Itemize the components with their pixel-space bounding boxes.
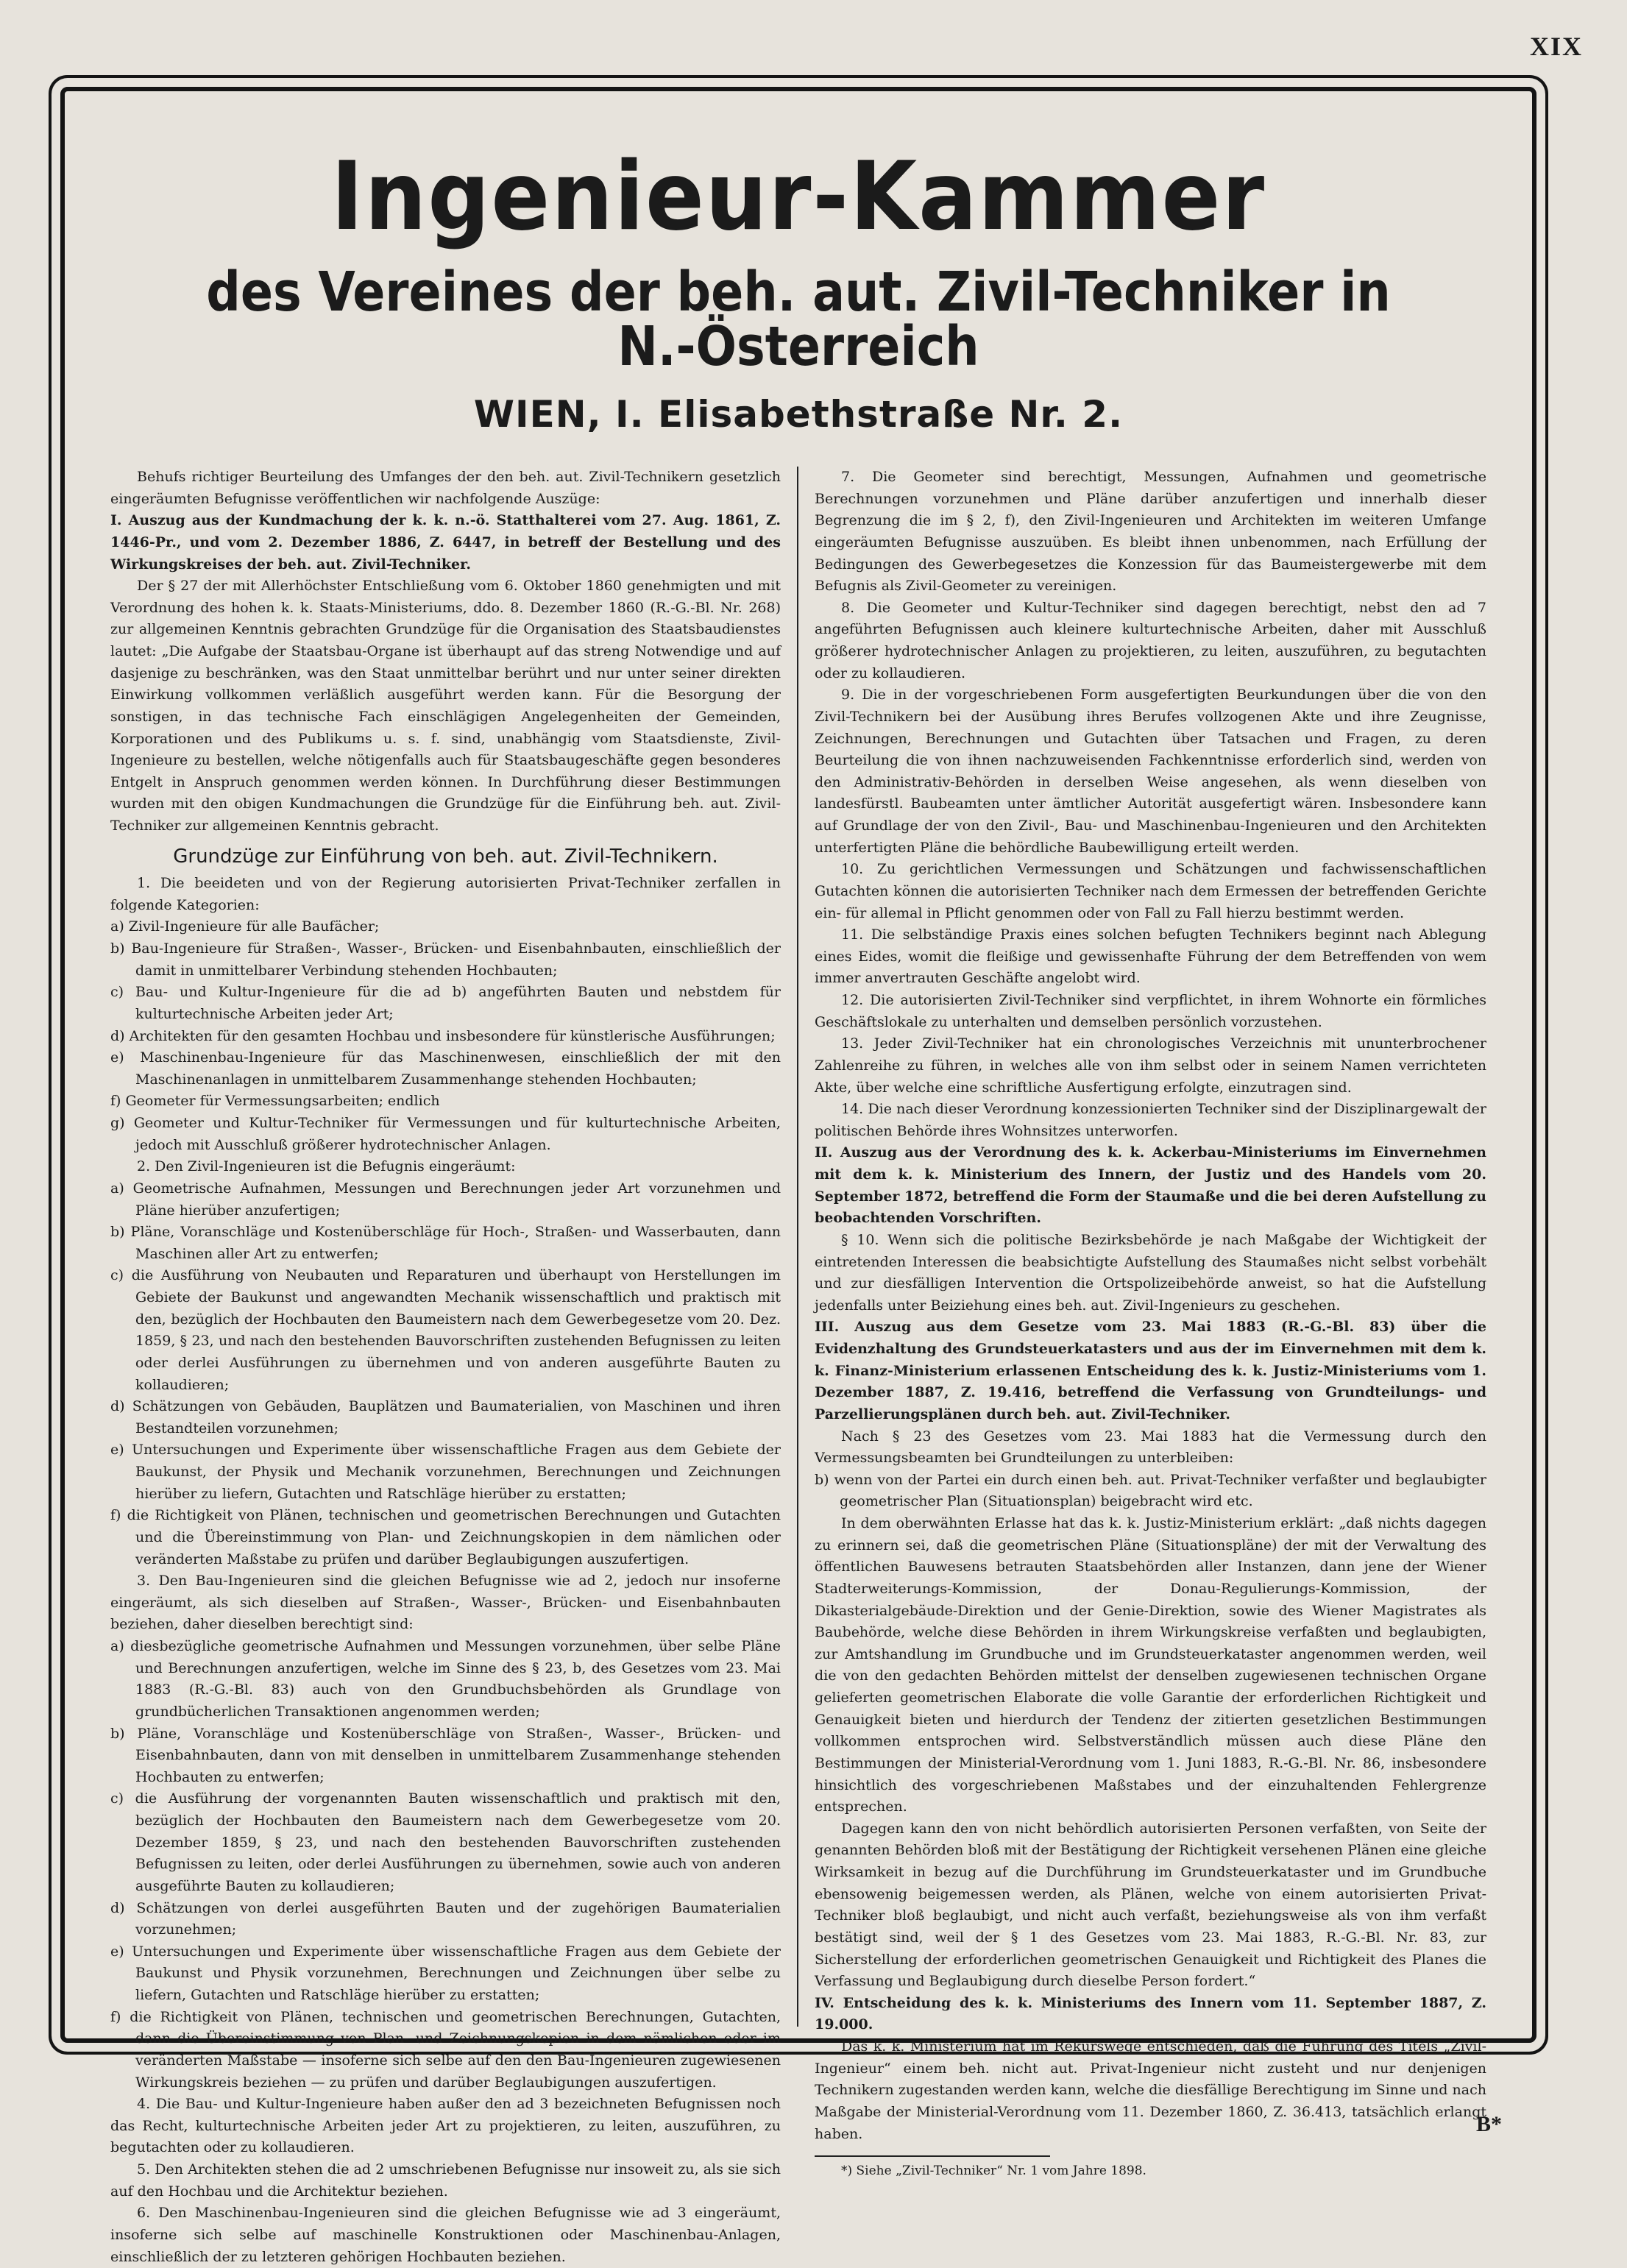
paragraph: 11. Die selbständige Praxis eines solchen befugten Technikers beginnt nach Ablegung eines Eides, womit die fleißige und gewissenhafte Führung der dem Betreffenden von wem immer anvertrauten Geschäfte angelobt wird.: [815, 926, 1486, 987]
list-item: d) Schätzungen von Gebäuden, Bauplätzen und Baumaterialien, von Maschinen und ihren Bestandteilen vorzunehmen;: [110, 1398, 781, 1436]
section-heading: I. Auszug aus der Kundmachung der k. k. n.-ö. Statthalterei vom 27. Aug. 1861, Z. 1446-Pr., und vom 2. Dezember 1886, Z. 6447, in betreff der Bestellung und des Wirkungskreises der beh. aut. Zivil-Techniker.: [110, 512, 781, 573]
section-heading: IV. Entscheidung des k. k. Ministeriums des Innern vom 11. September 1887, Z. 19.000.: [815, 1994, 1486, 2033]
paragraph: Dagegen kann den von nicht behördlich autorisierten Personen verfaßten, von Seite der genannten Behörden bloß mit der Bestätigung der Richtigkeit versehenen Plänen eine gleiche Wirksamkeit in bezug auf die Durchführung im Grundsteuerkataster und im Grundbuche ebensowenig beigemessen werden, als Plänen, welche von einem autorisierten Privat-Techniker bloß beglaubigt, und nicht auch verfaßt, beziehungsweise als von ihm verfaßt bestätigt sind, weil der § 1 des Gesetzes vom 23. Mai 1883, R.-G.-Bl. Nr. 83, zur Sicherstellung der erforderlichen geometrischen Genauigkeit und Richtigkeit des Planes die Verfassung und Beglaubigung durch dieselbe Person fordert.“: [815, 1820, 1486, 1990]
text-columns: [110, 467, 1486, 2265]
list-item: b) wenn von der Partei ein durch einen beh. aut. Privat-Techniker verfaßter und beglaubigter geometrischer Plan (Situationsplan) beigebracht wird etc.: [815, 1471, 1486, 1510]
paragraph: Der § 27 der mit Allerhöchster Entschließung vom 6. Oktober 1860 genehmigten und mit Verordnung des hohen k. k. Staats-Ministeriums, ddo. 8. Dezember 1860 (R.-G.-Bl. Nr. 268) zur allgemeinen Kenntnis gebrachten Grundzüge für die Organisation des Staatsbaudienstes lautet: „Die Aufgabe der Staatsbau-Organe ist überhaupt auf das streng Notwendige und auf dasjenige zu beschränken, was den Staat unmittelbar berührt und nur unter seiner direkten Einwirkung vollkommen verläßlich ausgeführt werden kann. Für die Besorgung der sonstigen, in das technische Fach einschlägigen Angelegenheiten der Gemeinden, Korporationen und des Publikums u. s. f. sind, unabhängig vom Staatsdienste, Zivil-Ingenieure zu bestellen, welche nötigenfalls auch für Staatsbaugeschäfte gegen besonderes Entgelt in Anspruch genommen werden können. In Durchführung dieser Bestimmungen wurden mit den obigen Kundmachungen die Grundzüge für die Einführung beh. aut. Zivil-Techniker zur allgemeinen Kenntnis gebracht.: [110, 578, 781, 834]
list-item: d) Architekten für den gesamten Hochbau und insbesondere für künstlerische Ausführungen;: [110, 1027, 776, 1044]
intro-paragraph: Behufs richtiger Beurteilung des Umfanges der den beh. aut. Zivil-Technikern gesetzlich eingeräumten Befugnisse veröffentlichen wir nachfolgende Auszüge:: [110, 469, 781, 507]
list-item: c) die Ausführung der vorgenannten Bauten wissenschaftlich und praktisch mit den, bezüglich der Hochbauten den Baumeistern nach dem Gewerbegesetze vom 20. Dezember 1859, § 23, und nach den bestehenden Bauvorschriften zustehenden Befugnissen zu leiten, oder derlei Ausführungen zu übernehmen, sowie auch von anderen ausgeführte Bauten zu kollaudieren;: [110, 1790, 781, 1894]
paragraph: 5. Den Architekten stehen die ad 2 umschriebenen Befugnisse nur insoweit zu, als sie sich auf den Hochbau und die Architektur beziehen.: [110, 2161, 781, 2200]
paragraph: 7. Die Geometer sind berechtigt, Messungen, Aufnahmen und geometrische Berechnungen vorzunehmen und Pläne darüber anzufertigen und innerhalb dieser Begrenzung die im § 2, f), den Zivil-Ingenieuren und Architekten im weiteren Umfange eingeräumten Befugnisse auszuüben. Es bleibt ihnen unbenommen, nach Erfüllung der Bedingungen des Gewerbegesetzes die Konzession für das Baumeistergewerbe mit dem Befugnis als Zivil-Geometer zu vereinigen.: [815, 469, 1486, 595]
paragraph: 10. Zu gerichtlichen Vermessungen und Schätzungen und fachwissenschaftlichen Gutachten können die autorisierten Techniker nach dem Ermessen der betreffenden Gerichte ein- für allemal in Pflicht genommen oder von Fall zu Fall hierzu bestimmt werden.: [815, 861, 1486, 921]
footnote-separator: [815, 2155, 1050, 2157]
section-heading: II. Auszug aus der Verordnung des k. k. Ackerbau-Ministeriums im Einvernehmen mit dem k. k. Ministerium des Innern, der Justiz und des Handels vom 20. September 1872, betreffend die Form der Staumaße und die bei deren Aufstellung zu beobachtenden Vorschriften.: [815, 1144, 1486, 1227]
paragraph: 1. Die beeideten und von der Regierung autorisierten Privat-Techniker zerfallen in folgende Kategorien:: [110, 875, 781, 913]
paragraph: 3. Den Bau-Ingenieuren sind die gleichen Befugnisse wie ad 2, jedoch nur insoferne eingeräumt, als sich dieselben auf Straßen-, Wasser-, Brücken- und Eisenbahnbauten beziehen, daher dieselben berechtigt sind:: [110, 1573, 781, 1633]
list-item: e) Untersuchungen und Experimente über wissenschaftliche Fragen aus dem Gebiete der Baukunst und Physik vorzunehmen, Berechnungen und Zeichnungen über selbe zu liefern, Gutachten und Ratschläge hierüber zu erstatten;: [110, 1943, 781, 2004]
paragraph: In dem oberwähnten Erlasse hat das k. k. Justiz-Ministerium erklärt: „daß nichts dagegen zu erinnern sei, daß die geometrischen Pläne (Situationspläne) der mit der Verwaltung des öffentlichen Bauwesens betrauten Staatsbehörden aller Instanzen, dann jene der Wiener Stadterweiterungs-Kommission, der Donau-Regulierungs-Kommission, der Dikasterialgebäude-Direktion und der Genie-Direktion, sowie des Wiener Magistrates als Baubehörde, welche diese Behörden in ihrem Wirkungskreise verfaßten und beglaubigten, zur Amtshandlung im Grundbuche und im Grundsteuerkataster angenommen werden, weil die von den gedachten Behörden mittelst der denselben zugewiesenen technischen Organe gelieferten geometrischen Elaborate die volle Garantie der erforderlichen Richtigkeit und Genauigkeit bieten und hierdurch der Tendenz der zitierten gesetzlichen Bestimmungen vollkommen entsprochen wird. Selbstverständlich müssen auch diese Pläne den Bestimmungen der Ministerial-Verordnung vom 1. Juni 1883, R.-G.-Bl. Nr. 86, insbesondere hinsichtlich des vorgeschriebenen Maßstabes und der einzuhaltenden Fehlergrenze entsprechen.: [815, 1515, 1486, 1815]
list-item: b) Bau-Ingenieure für Straßen-, Wasser-, Brücken- und Eisenbahnbauten, einschließlich der damit in unmittelbarer Verbindung stehenden Hochbauten;: [110, 940, 781, 979]
paragraph: 6. Den Maschinenbau-Ingenieuren sind die gleichen Befugnisse wie ad 3 eingeräumt, insoferne sich selbe auf maschinelle Konstruktionen oder Maschinenbau-Anlagen, einschließlich der zu letzteren gehörigen Hochbauten beziehen.: [110, 2205, 781, 2265]
address: WIEN, I. Elisabethstraße Nr. 2.: [473, 393, 1124, 436]
sheet-mark: B*: [1475, 2112, 1502, 2136]
right-column: [798, 467, 1486, 2179]
paragraph: 12. Die autorisierten Zivil-Techniker sind verpflichtet, in ihrem Wohnorte ein förmliches Geschäftslokale zu unterhalten und demselben persönlich vorzustehen.: [815, 992, 1486, 1030]
list-item: a) Zivil-Ingenieure für alle Baufächer;: [110, 918, 380, 935]
list-item: a) Geometrische Aufnahmen, Messungen und Berechnungen jeder Art vorzunehmen und Pläne hierüber anzufertigen;: [110, 1180, 781, 1219]
list-item: c) die Ausführung von Neubauten und Reparaturen und überhaupt von Herstellungen im Gebiete der Baukunst und angewandten Mechanik wissenschaftlich und praktisch mit den, bezüglich der Hochbauten den Baumeistern nach dem Gewerbegesetze vom 20. Dez. 1859, § 23, und nach den bestehenden Bauvorschriften zustehenden Befugnissen zu leiten oder derlei Ausführungen zu übernehmen und von anderen ausgeführte Bauten zu kollaudieren;: [110, 1267, 781, 1393]
list-item: e) Untersuchungen und Experimente über wissenschaftliche Fragen aus dem Gebiete der Baukunst, der Physik und Mechanik vorzunehmen, Berechnungen und Zeichnungen hierüber zu liefern, Gutachten und Ratschläge hierüber zu erstatten;: [110, 1442, 781, 1502]
list-item: d) Schätzungen von derlei ausgeführten Bauten und der zugehörigen Baumaterialien vorzunehmen;: [110, 1899, 781, 1938]
paragraph: 9. Die in der vorgeschriebenen Form ausgefertigten Beurkundungen über die von den Zivil-Technikern bei der Ausübung ihres Berufes vollzogenen Akte und ihre Zeugnisse, Zeichnungen, Berechnungen und Gutachten über Tatsachen und Fragen, zu deren Beurteilung die von ihnen nachzuweisenden Fachkenntnisse erforderlich sind, werden von den Administrativ-Behörden in derselben Weise angesehen, als wenn dieselben von landesfürstl. Baubeamten unter ämtlicher Autorität ausgefertigt wären. Insbesondere kann auf Grundlage der von den Zivil-, Bau- und Maschinenbau-Ingenieuren und den Architekten unterfertigten Pläne die behördliche Baubewilligung erteilt werden.: [815, 687, 1486, 856]
page-subtitle: des Vereines der beh. aut. Zivil-Techniker in N.-Österreich: [206, 261, 1391, 378]
notice-frame: [60, 87, 1536, 2265]
paragraph: Das k. k. Ministerium hat im Rekurswege entschieden, daß die Führung des Titels „Zivil-Ingenieur“ einem beh. nicht aut. Privat-Ingenieur nicht zusteht und nur denjenigen Technikern zugestanden werden kann, welche die diesfällige Berechtigung im Sinne und nach Maßgabe der Ministerial-Verordnung vom 11. Dezember 1860, Z. 36.413, tatsächlich erlangt haben.: [815, 2038, 1486, 2142]
list-item: e) Maschinenbau-Ingenieure für das Maschinenwesen, einschließlich der mit den Maschinenanlagen in unmittelbarem Zusammenhange stehenden Hochbauten;: [110, 1049, 781, 1088]
paragraph: 4. Die Bau- und Kultur-Ingenieure haben außer den ad 3 bezeichneten Befugnissen noch das Recht, kulturtechnische Arbeiten jeder Art zu projektieren, zu leiten, auszuführen, zu begutachten oder zu kollaudieren.: [110, 2096, 781, 2156]
section-heading: Grundzüge zur Einführung von beh. aut. Zivil-Technikern.: [173, 845, 718, 868]
paragraph: 2. Den Zivil-Ingenieuren ist die Befugnis eingeräumt:: [137, 1158, 516, 1175]
list-item: g) Geometer und Kultur-Techniker für Vermessungen und für kulturtechnische Arbeiten, jedoch mit Ausschluß größerer hydrotechnischer Anlagen.: [110, 1115, 781, 1153]
list-item: a) diesbezügliche geometrische Aufnahmen und Messungen vorzunehmen, über selbe Pläne und Berechnungen anzufertigen, welche im Sinne des § 23, b, des Gesetzes vom 23. Mai 1883 (R.-G.-Bl. 83) auch von den Grundbuchsbehörden als Grundlage von grundbücherlichen Transaktionen angenommen werden;: [110, 1638, 781, 1720]
paragraph: Nach § 23 des Gesetzes vom 23. Mai 1883 hat die Vermessung durch den Vermessungsbeamten bei Grundteilungen zu unterbleiben:: [815, 1428, 1486, 1467]
list-item: f) Geometer für Vermessungsarbeiten; endlich: [110, 1093, 440, 1110]
page-number: XIX: [1529, 32, 1583, 61]
section-heading: III. Auszug aus dem Gesetze vom 23. Mai 1883 (R.-G.-Bl. 83) über die Evidenzhaltung des Grundsteuerkatasters und aus der im Einvernehmen mit dem k. k. Finanz-Ministerium erlassenen Entscheidung des k. k. Justiz-Ministeriums vom 1. Dezember 1887, Z. 19.416, betreffend die Verfassung von Grundteilungs- und Parzellierungsplänen durch beh. aut. Zivil-Techniker.: [815, 1319, 1486, 1422]
list-item: c) Bau- und Kultur-Ingenieure für die ad b) angeführten Bauten und nebstdem für kulturtechnische Arbeiten jeder Art;: [110, 984, 781, 1022]
list-item: b) Pläne, Voranschläge und Kostenüberschläge von Straßen-, Wasser-, Brücken- und Eisenbahnbauten, dann von mit denselben in unmittelbarem Zusammenhange stehenden Hochbauten zu entwerfen;: [110, 1725, 781, 1785]
paragraph: 14. Die nach dieser Verordnung konzessionierten Techniker sind der Disziplinargewalt der politischen Behörde ihres Wohnsitzes unterworfen.: [815, 1101, 1486, 1139]
page-title: Ingenieur-Kammer: [330, 142, 1266, 252]
list-item: f) die Richtigkeit von Plänen, technischen und geometrischen Berechnungen, Gutachten, dann die Übereinstimmung von Plan- und Zeichnungskopien in dem nämlichen oder im veränderten Maßstabe — insoferne sich selbe auf den den Bau-Ingenieuren zugewiesenen Wirkungskreis beziehen — zu prüfen und darüber Beglaubigungen auszufertigen.: [110, 2008, 781, 2091]
list-item: b) Pläne, Voranschläge und Kostenüberschläge für Hoch-, Straßen- und Wasserbauten, dann Maschinen aller Art zu entwerfen;: [110, 1224, 781, 1262]
footnote: *) Siehe „Zivil-Techniker“ Nr. 1 vom Jahre 1898.: [841, 2164, 1146, 2179]
paragraph: § 10. Wenn sich die politische Bezirksbehörde je nach Maßgabe der Wichtigkeit der eintretenden Interessen die beabsichtigte Aufstellung des Staumaßes nicht selbst vorbehält und zur diesfälligen Intervention die Ortspolizeibehörde anweist, so hat die Aufstellung jedenfalls unter Beiziehung eines beh. aut. Zivil-Ingenieurs zu geschehen.: [815, 1231, 1486, 1314]
paragraph: 8. Die Geometer und Kultur-Techniker sind dagegen berechtigt, nebst den ad 7 angeführten Befugnissen auch kleinere kulturtechnische Arbeiten, daher mit Ausschluß größerer hydrotechnischer Anlagen zu projektieren, zu leiten, auszuführen, zu begutachten oder zu kollaudieren.: [815, 599, 1486, 681]
list-item: f) die Richtigkeit von Plänen, technischen und geometrischen Berechnungen und Gutachten und die Übereinstimmung von Plan- und Zeichnungskopien in dem nämlichen oder veränderten Maßstabe zu prüfen und darüber Beglaubigungen auszufertigen.: [110, 1507, 781, 1567]
paragraph: 13. Jeder Zivil-Techniker hat ein chronologisches Verzeichnis mit ununterbrochener Zahlenreihe zu führen, in welches alle von ihm selbst oder in seinem Namen verrichteten Akte, über welche eine schriftliche Ausfertigung erfolgte, einzutragen sind.: [815, 1035, 1486, 1096]
left-column: [110, 467, 798, 2265]
